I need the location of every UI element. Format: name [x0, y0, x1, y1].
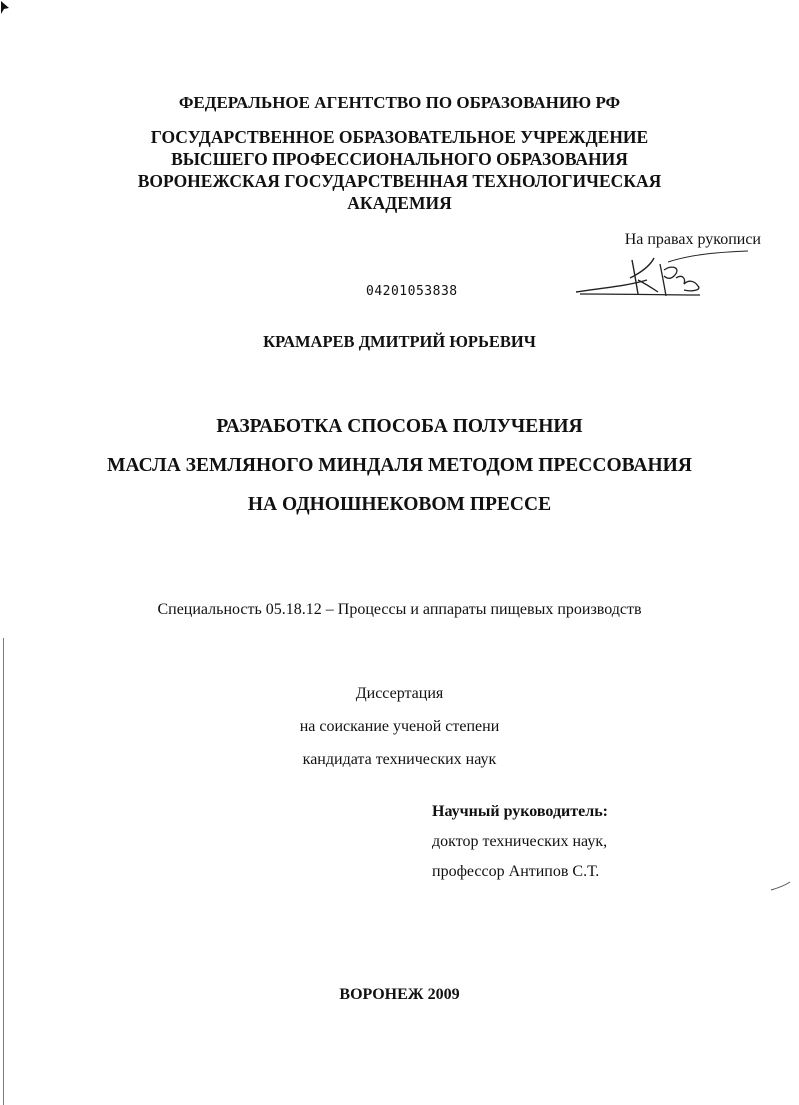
degree-line: на соискание ученой степени [299, 718, 500, 735]
signature-icon [572, 248, 752, 306]
advisor-degree: доктор технических наук, [432, 833, 608, 850]
pen-tick-icon [770, 880, 792, 892]
degree-line: Диссертация [355, 685, 444, 702]
title-line: НА ОДНОШНЕКОВОМ ПРЕССЕ [247, 494, 552, 515]
title-line: МАСЛА ЗЕМЛЯНОГО МИНДАЛЯ МЕТОДОМ ПРЕССОВАНИЯ [107, 455, 692, 476]
registration-number: 04201053838 [366, 284, 458, 299]
institution-heading [0, 126, 799, 214]
advisor-name: профессор Антипов С.Т. [432, 863, 600, 880]
institution-line: АКАДЕМИЯ [347, 193, 452, 213]
degree-block [0, 677, 799, 776]
author-name: КРАМАРЕВ ДМИТРИЙ ЮРЬЕВИЧ [263, 332, 536, 351]
title-line: РАЗРАБОТКА СПОСОБА ПОЛУЧЕНИЯ [216, 416, 583, 437]
corner-mark-icon [0, 0, 12, 16]
advisor-heading: Научный руководитель: [432, 803, 608, 820]
institution-line: ВОРОНЕЖСКАЯ ГОСУДАРСТВЕННАЯ ТЕХНОЛОГИЧЕСКАЯ [137, 171, 662, 191]
dissertation-title [0, 407, 799, 524]
agency-heading: ФЕДЕРАЛЬНОЕ АГЕНТСТВО ПО ОБРАЗОВАНИЮ РФ [178, 93, 621, 112]
scan-edge-line [3, 638, 4, 1105]
institution-line: ВЫСШЕГО ПРОФЕССИОНАЛЬНОГО ОБРАЗОВАНИЯ [171, 149, 628, 169]
advisor-block [432, 797, 608, 887]
specialty-line: Специальность 05.18.12 – Процессы и аппараты пищевых производств [157, 601, 642, 618]
manuscript-rights-note: На правах рукописи [624, 231, 761, 248]
degree-line: кандидата технических наук [302, 751, 497, 768]
city-year: ВОРОНЕЖ 2009 [339, 986, 460, 1003]
institution-line: ГОСУДАРСТВЕННОЕ ОБРАЗОВАТЕЛЬНОЕ УЧРЕЖДЕНИЕ [150, 127, 649, 147]
